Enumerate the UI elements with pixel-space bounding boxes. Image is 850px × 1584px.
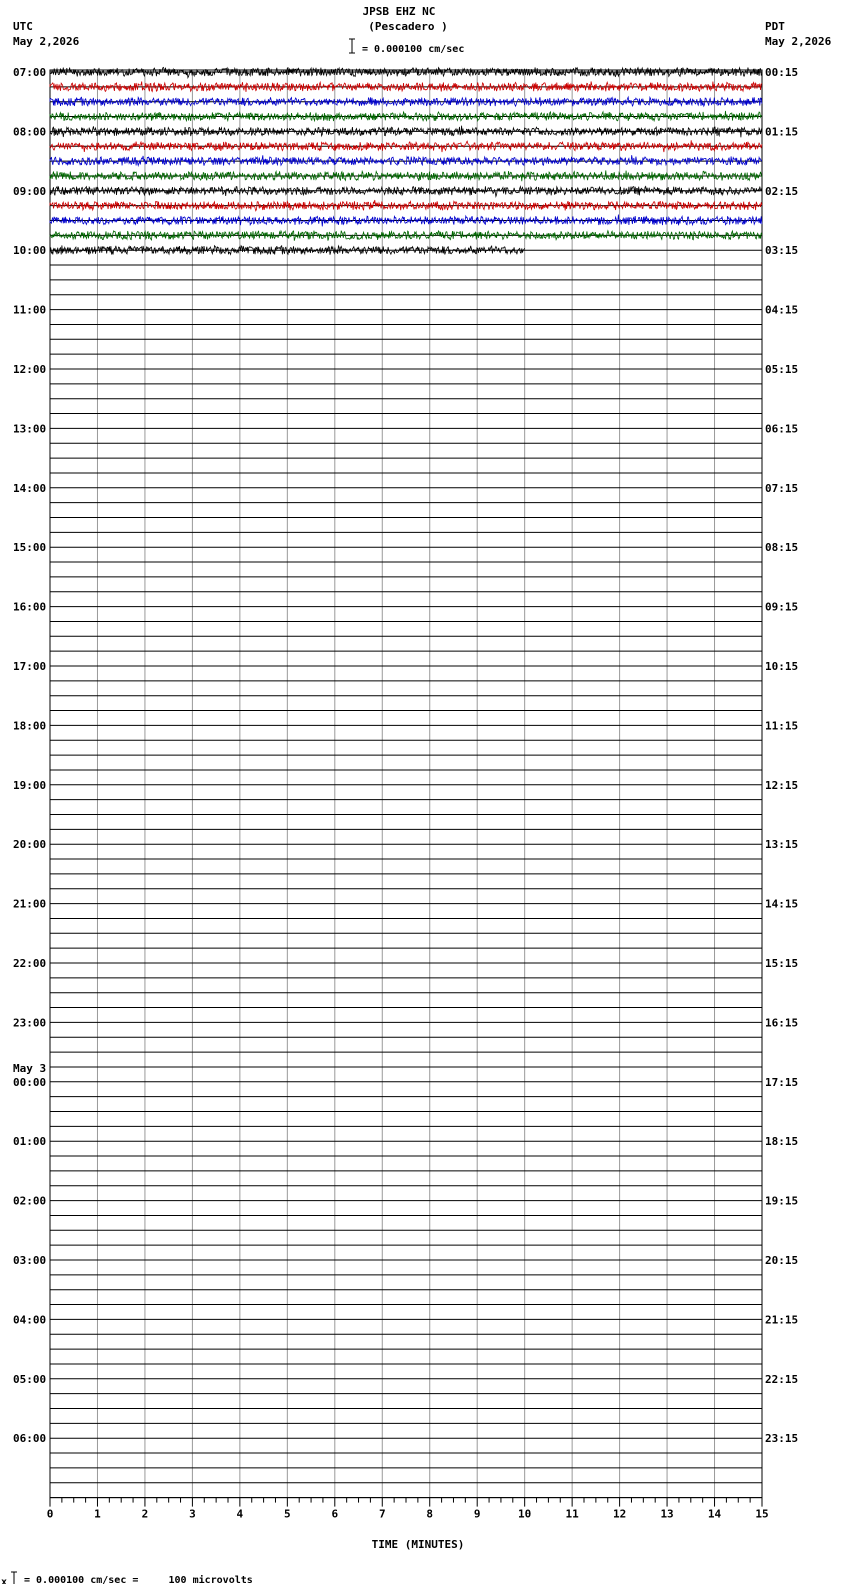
- pdt-hour-label: 08:15: [765, 541, 799, 555]
- trace-row-7: [50, 170, 762, 181]
- x-tick-label: 14: [707, 1507, 722, 1521]
- pdt-hour-label: 00:15: [765, 66, 799, 79]
- utc-hour-label: 19:00: [13, 778, 47, 792]
- right-timezone: PDT: [765, 20, 785, 33]
- utc-hour-label: 04:00: [13, 1313, 47, 1327]
- pdt-hour-label: 12:15: [765, 778, 799, 792]
- left-timezone: UTC: [13, 20, 33, 33]
- x-tick-label: 7: [378, 1507, 386, 1521]
- pdt-hour-label: 04:15: [765, 303, 799, 317]
- x-tick-label: 13: [660, 1507, 674, 1521]
- left-date: May 2,2026: [13, 35, 80, 48]
- pdt-hour-label: 03:15: [765, 244, 799, 258]
- utc-hour-label: 22:00: [13, 957, 47, 970]
- x-axis: [47, 1498, 769, 1521]
- utc-hour-label: 10:00: [13, 244, 47, 258]
- utc-hour-label: 14:00: [13, 481, 47, 495]
- utc-time-labels: [13, 66, 46, 1445]
- pdt-hour-label: 09:15: [765, 600, 799, 614]
- scale-bar-icon: [349, 39, 355, 53]
- pdt-hour-label: 22:15: [765, 1372, 799, 1386]
- utc-hour-label: 15:00: [13, 541, 47, 555]
- pdt-hour-label: 01:15: [765, 125, 799, 139]
- pdt-hour-label: 20:15: [765, 1254, 799, 1267]
- trace-row-11: [50, 231, 762, 241]
- utc-hour-label: 20:00: [13, 838, 47, 852]
- pdt-hour-label: 23:15: [765, 1432, 799, 1446]
- trace-row-6: [50, 155, 762, 166]
- utc-hour-label: 02:00: [13, 1194, 47, 1208]
- pdt-hour-label: 15:15: [765, 957, 799, 970]
- utc-hour-label: 21:00: [13, 897, 47, 911]
- x-tick-label: 1: [94, 1507, 101, 1521]
- footer-scale-icon: [11, 1572, 17, 1584]
- utc-hour-label: 13:00: [13, 422, 47, 436]
- utc-hour-label: 09:00: [13, 184, 47, 198]
- x-tick-label: 4: [236, 1507, 244, 1521]
- utc-hour-label: 08:00: [13, 125, 47, 139]
- plot-grid: [50, 70, 762, 1498]
- utc-hour-label: 03:00: [13, 1254, 47, 1267]
- footer-scale-note: = 0.000100 cm/sec = 100 microvolts: [24, 1575, 253, 1584]
- pdt-hour-label: 07:15: [765, 481, 799, 495]
- pdt-hour-label: 18:15: [765, 1135, 799, 1149]
- trace-row-3: [50, 111, 762, 121]
- utc-hour-label: 07:00: [13, 66, 47, 79]
- x-tick-label: 11: [565, 1507, 579, 1521]
- utc-hour-label: 01:00: [13, 1135, 47, 1149]
- utc-hour-label: 12:00: [13, 363, 47, 376]
- right-date: May 2,2026: [765, 35, 832, 48]
- pdt-hour-label: 10:15: [765, 660, 799, 673]
- pdt-hour-label: 16:15: [765, 1016, 799, 1030]
- x-tick-label: 12: [612, 1507, 627, 1521]
- x-tick-label: 6: [331, 1507, 339, 1521]
- utc-hour-label: 23:00: [13, 1016, 47, 1030]
- utc-hour-label: 00:00: [13, 1075, 47, 1089]
- x-tick-label: 5: [284, 1507, 291, 1521]
- pdt-hour-label: 13:15: [765, 838, 799, 852]
- x-tick-label: 10: [518, 1507, 532, 1521]
- x-tick-label: 8: [426, 1507, 434, 1521]
- x-tick-label: 0: [46, 1507, 54, 1521]
- pdt-hour-label: 17:15: [765, 1075, 799, 1089]
- x-tick-label: 3: [189, 1507, 196, 1521]
- pdt-hour-label: 05:15: [765, 363, 799, 376]
- pdt-hour-label: 11:15: [765, 719, 799, 733]
- day-change-label: May 3: [13, 1061, 47, 1075]
- utc-hour-label: 11:00: [13, 303, 47, 317]
- plot-frame: [50, 70, 762, 1498]
- x-axis-label: TIME (MINUTES): [371, 1538, 465, 1551]
- location-subtitle: (Pescadero ): [368, 20, 448, 33]
- x-tick-label: 2: [141, 1507, 149, 1521]
- utc-hour-label: 05:00: [13, 1372, 47, 1386]
- pdt-hour-label: 02:15: [765, 184, 799, 198]
- scale-label: = 0.000100 cm/sec: [362, 44, 465, 55]
- x-tick-label: 9: [473, 1507, 481, 1521]
- pdt-hour-label: 14:15: [765, 897, 799, 911]
- utc-hour-label: 06:00: [13, 1432, 47, 1446]
- pdt-time-labels: [765, 66, 798, 1445]
- utc-hour-label: 17:00: [13, 660, 47, 673]
- station-title: JPSB EHZ NC: [362, 5, 436, 18]
- x-tick-label: 15: [755, 1507, 769, 1521]
- utc-hour-label: 16:00: [13, 600, 47, 614]
- pdt-hour-label: 06:15: [765, 422, 799, 436]
- footer-marker: x: [1, 1577, 8, 1584]
- pdt-hour-label: 21:15: [765, 1313, 799, 1327]
- utc-hour-label: 18:00: [13, 719, 47, 733]
- pdt-hour-label: 19:15: [765, 1194, 799, 1208]
